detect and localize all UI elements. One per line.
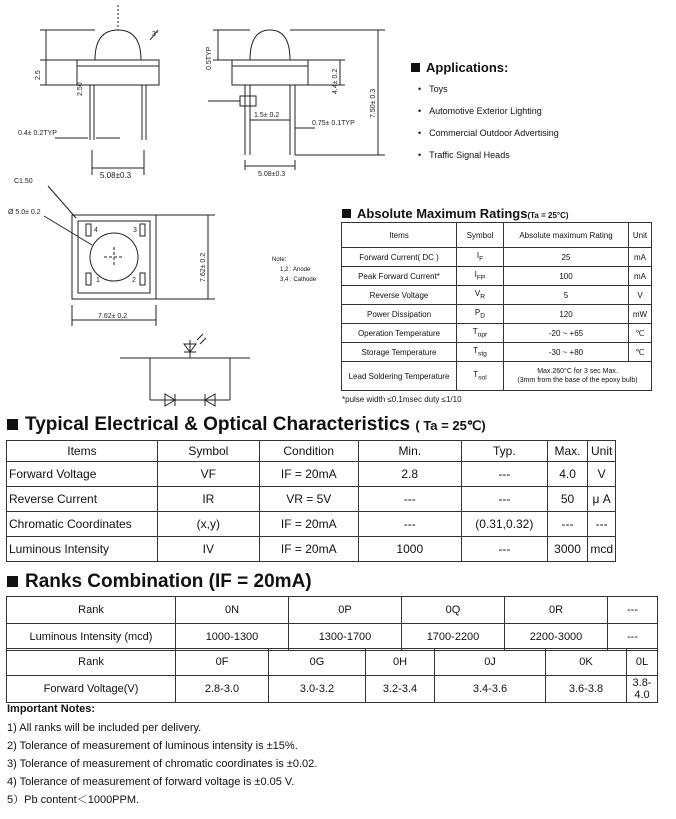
- note-item: 1) All ranks will be included per delivery.: [7, 722, 202, 734]
- rank-cell: 0R: [505, 597, 608, 624]
- dim-3deg: 3°: [152, 31, 159, 38]
- rank-cell: 1700-2200: [402, 624, 505, 651]
- amr-value: 120: [504, 305, 629, 324]
- pin-1-label: 1: [96, 277, 100, 284]
- amr-item: Storage Temperature: [342, 343, 457, 362]
- ele-header: Symbol: [157, 441, 259, 462]
- pin-note: [272, 255, 316, 285]
- important-notes-title: Important Notes:: [7, 703, 95, 715]
- amr-unit: V: [629, 286, 652, 305]
- pin-note-title: Note:: [272, 257, 287, 263]
- rank-cell: Forward Voltage(V): [7, 676, 176, 703]
- ranks-voltage-table: [6, 648, 658, 703]
- rank-cell: ---: [608, 597, 658, 624]
- application-item: • Commercial Outdoor Advertising: [418, 126, 559, 148]
- table-row: [7, 597, 658, 624]
- dim-25: 2.5: [35, 70, 42, 80]
- pin-4-label: 4: [94, 227, 98, 234]
- note-item: 3) Tolerance of measurement of chromatic coordinates is ±0.02.: [7, 758, 318, 770]
- ele-cell: 2.8: [358, 462, 461, 487]
- ele-cell: mcd: [588, 537, 616, 562]
- ele-cell: ---: [461, 462, 547, 487]
- note-item: 5）Pb content＜1000PPM.: [7, 794, 140, 806]
- pin-note-line1: 1,2 : Anode: [280, 267, 311, 273]
- table-row: [342, 343, 652, 362]
- ele-cell: ---: [547, 512, 588, 537]
- amr-symbol: $P_D$: [457, 305, 504, 324]
- rank-cell: Luminous Intensity (mcd): [7, 624, 176, 651]
- pin-2-label: 2: [132, 277, 136, 284]
- dim-762h: 7.62± 0.2: [98, 313, 128, 320]
- amr-item: Reverse Voltage: [342, 286, 457, 305]
- ele-cell: IF = 20mA: [259, 462, 358, 487]
- rank-cell: ---: [608, 624, 658, 651]
- amr-value: Max.260°C for 3 sec Max. (3mm from the base of the epoxy bulb): [504, 362, 652, 391]
- dim-c150: C1.50: [14, 178, 33, 185]
- ele-cell: VR = 5V: [259, 487, 358, 512]
- ele-cell: IF = 20mA: [259, 512, 358, 537]
- dim-44: 4.4± 0.2: [332, 68, 339, 94]
- rank-cell: 0G: [269, 649, 366, 676]
- electrical-title: [7, 414, 486, 436]
- table-row: [7, 624, 658, 651]
- amr-unit: mW: [629, 305, 652, 324]
- rank-cell: 0L: [627, 649, 658, 676]
- amr-title-text: Absolute Maximum Ratings: [357, 206, 528, 221]
- rank-cell: 0N: [176, 597, 289, 624]
- table-row: [7, 537, 616, 562]
- note-item: 4) Tolerance of measurement of forward voltage is ±0.05 V.: [7, 776, 295, 788]
- ele-cell: IF = 20mA: [259, 537, 358, 562]
- amr-value: 25: [504, 248, 629, 267]
- pin-note-line2: 3,4 : Cathode: [280, 277, 317, 283]
- amr-item: Operation Temperature: [342, 324, 457, 343]
- ele-header: Min.: [358, 441, 461, 462]
- amr-symbol: $I_F$: [457, 248, 504, 267]
- amr-symbol: $T_{sol}$: [457, 362, 504, 391]
- amr-table: [341, 222, 652, 391]
- ele-cell: ---: [461, 537, 547, 562]
- rank-cell: 3.2-3.4: [366, 676, 435, 703]
- table-row: [342, 248, 652, 267]
- amr-value: -30 ~ +80: [504, 343, 629, 362]
- amr-symbol: $T_{opr}$: [457, 324, 504, 343]
- dim-508b: 5.08±0.3: [258, 171, 286, 178]
- ele-cell: ---: [461, 487, 547, 512]
- table-row: [342, 362, 652, 391]
- electrical-table: [6, 440, 616, 562]
- ele-header: Condition: [259, 441, 358, 462]
- ele-cell: IR: [157, 487, 259, 512]
- dim-phi: Ø 5.0± 0.2: [8, 209, 41, 216]
- rank-cell: 1300-1700: [289, 624, 402, 651]
- rank-cell: Rank: [7, 597, 176, 624]
- rank-cell: 0K: [546, 649, 627, 676]
- rank-cell: 2.8-3.0: [176, 676, 269, 703]
- amr-header: Unit: [629, 223, 652, 248]
- application-item: • Automotive Exterior Lighting: [418, 104, 559, 126]
- table-row: [342, 324, 652, 343]
- amr-unit: mA: [629, 267, 652, 286]
- amr-unit: mA: [629, 248, 652, 267]
- applications-title: Applications:: [411, 60, 508, 75]
- amr-item: Lead Soldering Temperature: [342, 362, 457, 391]
- dim-15: 1.5± 0.2: [254, 112, 280, 119]
- amr-value: 5: [504, 286, 629, 305]
- amr-symbol: $V_R$: [457, 286, 504, 305]
- amr-unit: ℃: [629, 343, 652, 362]
- note-item: 2) Tolerance of measurement of luminous intensity is ±15%.: [7, 740, 298, 752]
- ele-header: Unit: [588, 441, 616, 462]
- important-notes-list: [7, 720, 317, 810]
- amr-item: Forward Current( DC ): [342, 248, 457, 267]
- ele-cell: ---: [588, 512, 616, 537]
- rank-cell: 0P: [289, 597, 402, 624]
- amr-footnote: *pulse width ≤0.1msec duty ≤1/10: [342, 395, 462, 404]
- rank-cell: 0J: [435, 649, 546, 676]
- application-item: • Traffic Signal Heads: [418, 148, 559, 170]
- amr-unit: ℃: [629, 324, 652, 343]
- application-item: • Toys: [418, 82, 559, 104]
- pin-3-label: 3: [133, 227, 137, 234]
- ele-cell: (0.31,0.32): [461, 512, 547, 537]
- amr-condition: (Ta = 25°C): [527, 211, 569, 220]
- ele-cell: 4.0: [547, 462, 588, 487]
- rank-cell: 0Q: [402, 597, 505, 624]
- amr-title: [342, 206, 569, 221]
- ranks-title: Ranks Combination (IF = 20mA): [7, 571, 312, 593]
- ele-cell: Luminous Intensity: [7, 537, 158, 562]
- amr-header: Items: [342, 223, 457, 248]
- ele-cell: IV: [157, 537, 259, 562]
- rank-cell: 2200-3000: [505, 624, 608, 651]
- electrical-title-text: Typical Electrical & Optical Characteristics: [25, 414, 411, 435]
- table-row: [342, 286, 652, 305]
- ele-header: Max.: [547, 441, 588, 462]
- amr-item: Peak Forward Current*: [342, 267, 457, 286]
- table-row: [7, 512, 616, 537]
- amr-item: Power Dissipation: [342, 305, 457, 324]
- table-row: [342, 305, 652, 324]
- dim-508a: 5.08±0.3: [100, 171, 132, 180]
- electrical-condition: ( Ta = 25℃): [415, 418, 486, 433]
- table-row: [7, 462, 616, 487]
- ele-cell: (x,y): [157, 512, 259, 537]
- ele-cell: 1000: [358, 537, 461, 562]
- ele-cell: Forward Voltage: [7, 462, 158, 487]
- rank-cell: 0H: [366, 649, 435, 676]
- dim-04: 0.4± 0.2TYP: [18, 130, 57, 137]
- amr-value: -20 ~ +65: [504, 324, 629, 343]
- dim-762v: 7.62± 0.2: [200, 252, 207, 282]
- amr-header: Absolute maximum Rating: [504, 223, 629, 248]
- amr-symbol: $T_{stg}$: [457, 343, 504, 362]
- table-row: [7, 676, 658, 703]
- amr-header: Symbol: [457, 223, 504, 248]
- rank-cell: 0F: [176, 649, 269, 676]
- ele-header: Items: [7, 441, 158, 462]
- applications-list: [418, 82, 559, 170]
- table-row: [7, 649, 658, 676]
- ele-cell: V: [588, 462, 616, 487]
- dim-750: 7.50± 0.3: [370, 88, 377, 118]
- rank-cell: 1000-1300: [176, 624, 289, 651]
- ele-header: Typ.: [461, 441, 547, 462]
- table-row: [7, 487, 616, 512]
- ele-cell: μ A: [588, 487, 616, 512]
- ele-cell: 3000: [547, 537, 588, 562]
- ele-cell: 50: [547, 487, 588, 512]
- rank-cell: 3.8-4.0: [627, 676, 658, 703]
- table-row: [342, 267, 652, 286]
- ranks-intensity-table: [6, 596, 658, 651]
- ele-cell: ---: [358, 512, 461, 537]
- amr-symbol: $I_{FP}$: [457, 267, 504, 286]
- ele-cell: VF: [157, 462, 259, 487]
- ele-cell: Chromatic Coordinates: [7, 512, 158, 537]
- rank-cell: 3.4-3.6: [435, 676, 546, 703]
- dim-250: 2.50: [77, 82, 84, 96]
- dim-075: 0.75± 0.1TYP: [312, 120, 355, 127]
- amr-value: 100: [504, 267, 629, 286]
- ele-cell: Reverse Current: [7, 487, 158, 512]
- ele-cell: ---: [358, 487, 461, 512]
- dim-05typ: 0.5TYP: [206, 46, 213, 70]
- rank-cell: Rank: [7, 649, 176, 676]
- rank-cell: 3.6-3.8: [546, 676, 627, 703]
- rank-cell: 3.0-3.2: [269, 676, 366, 703]
- package-drawing: [0, 0, 400, 410]
